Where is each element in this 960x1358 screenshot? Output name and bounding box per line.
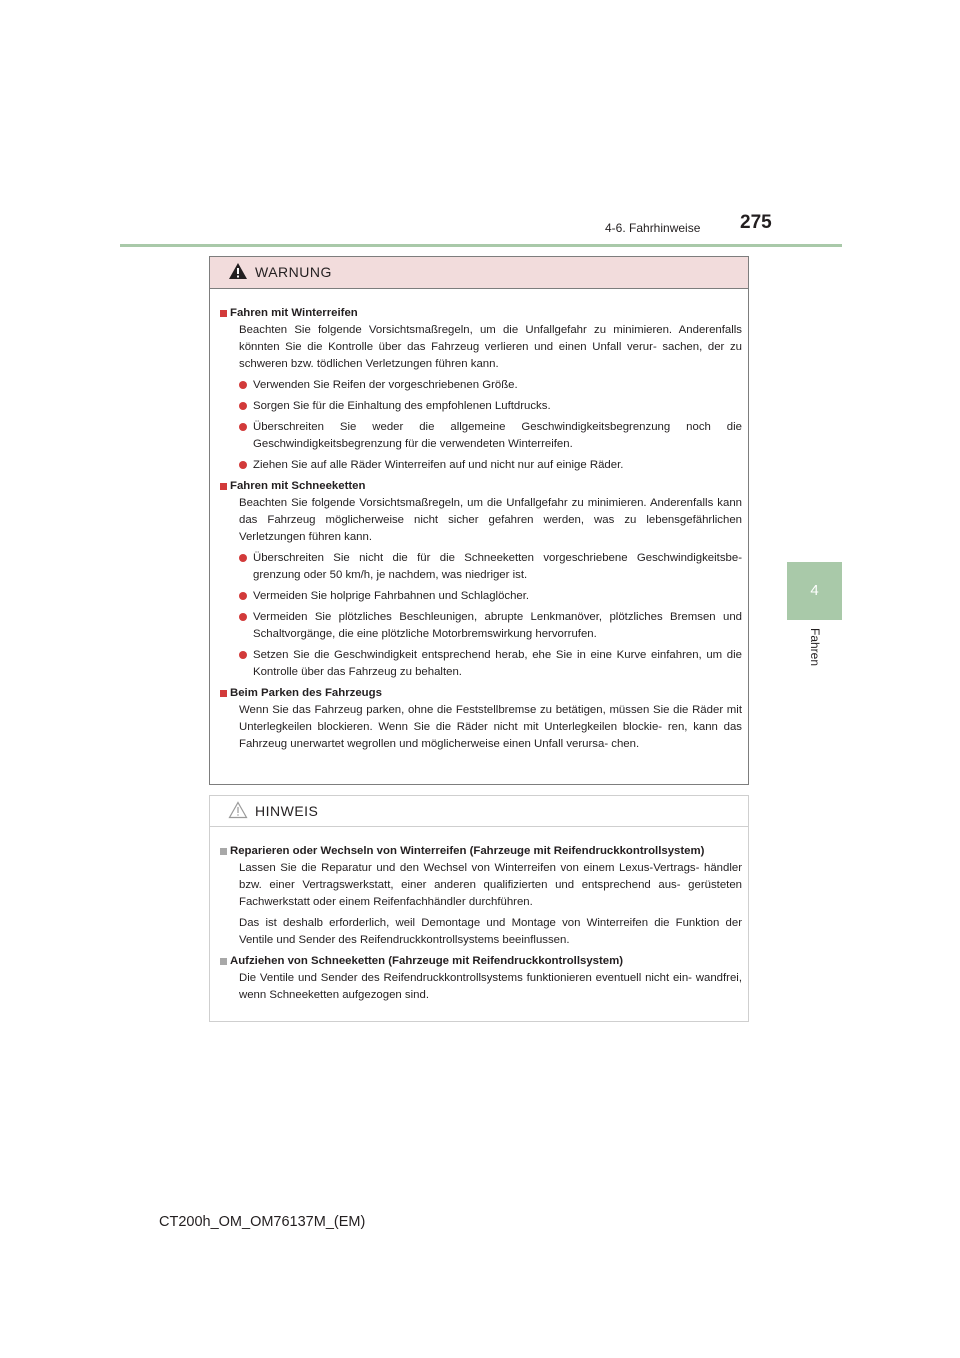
header-divider [120,244,842,247]
paragraph: Wenn Sie das Fahrzeug parken, ohne die Feststellbremse zu betätigen, müssen Sie die Räder mit Unterlegkeilen blockieren. Wenn Sie die Räder nicht mit Unterlegkeilen blockie- ren, kann das Fahrzeug unerwartet wegrollen und möglicherweise einen Unfall verursa- chen. [239,704,742,750]
bullet-item [239,609,742,643]
bullet-text: Ziehen Sie auf alle Räder Winterreifen auf und nicht nur auf einige Räder. [253,459,624,471]
paragraph: Beachten Sie folgende Vorsichtsmaßregeln, um die Unfallgefahr zu minimieren. Anderenfalls kann das Fahrzeug möglicherweise nicht sicher gefahren werden, was zu lebensgefährlichen Verletzungen führen kann. [239,497,742,543]
notice-box [209,795,749,1022]
section-title [220,685,742,702]
bullet-item [239,398,742,415]
round-bullet-icon [239,554,247,562]
warning-triangle-icon [228,262,248,280]
bullet-text: Vermeiden Sie plötzliches Beschleunigen, abrupte Lenkmanöver, plötzliches Bremsen und Schaltvorgänge, die eine plötzliche Motorbremswirkung hervorrufen. [253,611,742,640]
square-bullet-icon [220,848,227,855]
round-bullet-icon [239,461,247,469]
square-bullet-icon [220,310,227,317]
bullet-text: Sorgen Sie für die Einhaltung des empfohlenen Luftdrucks. [253,400,551,412]
bullet-item [239,419,742,453]
section [220,953,742,1004]
bullet-text: Setzen Sie die Geschwindigkeit entsprechend herab, ehe Sie in eine Kurve einfahren, um die Kontrolle über das Fahrzeug zu behalten. [253,649,742,678]
section-title-text: Fahren mit Schneeketten [230,480,366,492]
document-code: CT200h_OM_OM76137M_(EM) [159,1214,366,1230]
round-bullet-icon [239,381,247,389]
warning-box [209,256,749,785]
bullet-item [239,550,742,584]
section [220,305,742,474]
section [220,685,742,753]
notice-body [210,827,748,1004]
bullet-text: Vermeiden Sie holprige Fahrbahnen und Schlaglöcher. [253,590,530,602]
section-title-text: Beim Parken des Fahrzeugs [230,687,382,699]
section-title [220,478,742,495]
bullet-text: Überschreiten Sie weder die allgemeine Geschwindigkeitsbegrenzung noch die Geschwindigkeitsbegrenzung für die verwendeten Winterreifen. [253,421,742,450]
square-bullet-icon [220,958,227,965]
warning-body [210,289,748,753]
notice-header [210,796,748,827]
bullet-item [239,377,742,394]
section [220,478,742,681]
section-title-text: Reparieren oder Wechseln von Winterreifen (Fahrzeuge mit Reifendruckkontrollsystem) [230,845,705,857]
paragraph: Lassen Sie die Reparatur und den Wechsel von Winterreifen von einem Lexus-Vertrags- händler bzw. einer Vertragswerkstatt, einer anderen qualifizierten und entsprechend aus- gerüsteten Fachwerkstatt oder einem Reifenfachhändler durchführen. [239,862,742,908]
header-section-title: 4-6. Fahrhinweise [605,221,701,235]
page-number: 275 [740,212,772,233]
paragraph: Das ist deshalb erforderlich, weil Demontage und Montage von Winterreifen die Funktion der Ventile und Sender des Reifendruckkontrollsystems beeinflussen. [239,917,742,946]
chapter-label [800,628,830,688]
notice-title: HINWEIS [255,803,319,819]
caution-triangle-icon [228,801,248,819]
chapter-tab: 4 [787,562,842,620]
section-title [220,843,742,860]
paragraph: Beachten Sie folgende Vorsichtsmaßregeln, um die Unfallgefahr zu minimieren. Anderenfalls könnten Sie die Kontrolle über das Fahrzeug verlieren und einen Unfall verur- sachen, der zu schweren bzw. tödlichen Verletzungen führen kann. [239,324,742,370]
section [220,843,742,949]
bullet-item [239,457,742,474]
bullet-text: Verwenden Sie Reifen der vorgeschriebenen Größe. [253,379,518,391]
section-title-text: Fahren mit Winterreifen [230,307,358,319]
bullet-text: Überschreiten Sie nicht die für die Schneeketten vorgeschriebene Geschwindigkeitsbe- grenzung oder 50 km/h, je nachdem, was niedriger ist. [253,552,742,581]
square-bullet-icon [220,690,227,697]
bullet-item [239,647,742,681]
section-title [220,953,742,970]
round-bullet-icon [239,423,247,431]
round-bullet-icon [239,402,247,410]
section-title-text: Aufziehen von Schneeketten (Fahrzeuge mit Reifendruckkontrollsystem) [230,955,624,967]
round-bullet-icon [239,613,247,621]
warning-header [210,257,748,289]
bullet-item [239,588,742,605]
square-bullet-icon [220,483,227,490]
chapter-label-text: Fahren [808,628,822,667]
warning-title: WARNUNG [255,264,332,280]
paragraph: Die Ventile und Sender des Reifendruckkontrollsystems funktionieren eventuell nicht ein- wandfrei, wenn Schneeketten aufgezogen sind. [239,972,742,1001]
section-title [220,305,742,322]
round-bullet-icon [239,651,247,659]
round-bullet-icon [239,592,247,600]
